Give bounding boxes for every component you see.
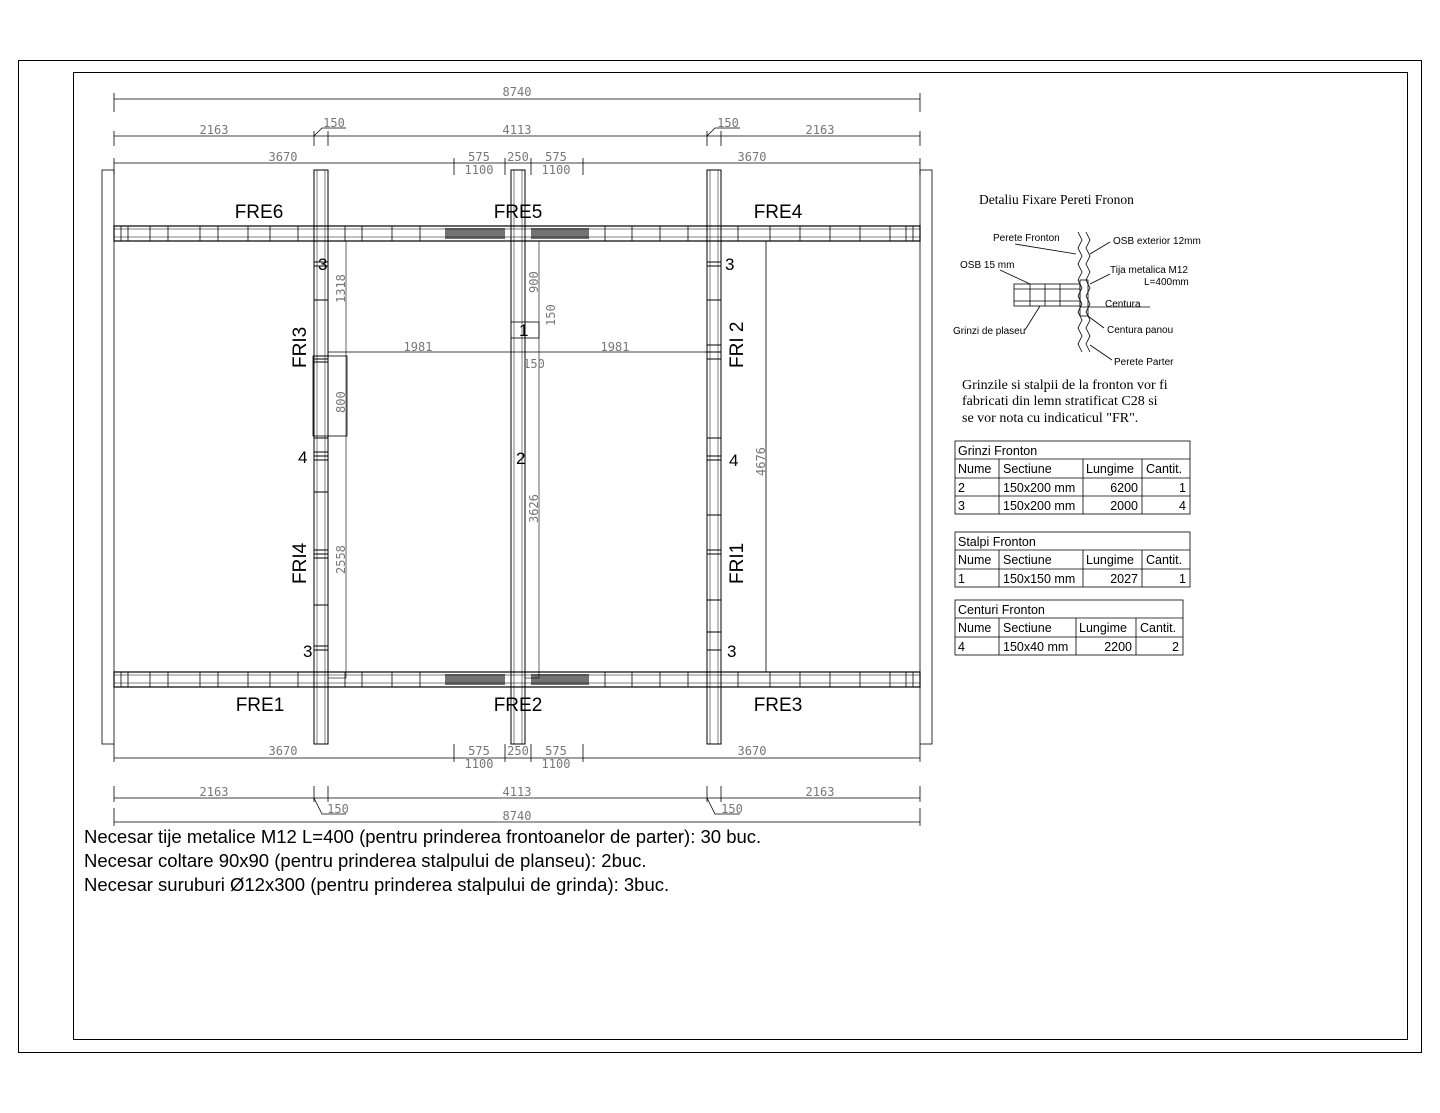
dim-2558: 2558 (334, 545, 348, 574)
mark-right-top: 3 (725, 255, 735, 274)
dim-150-top-right: 150 (717, 116, 739, 130)
detail-note-line-1: Grinzile si stalpii de la fronton vor fi (962, 378, 1168, 393)
table-header: Sectiune (1003, 462, 1052, 476)
dim-2163-top-left: 2163 (199, 123, 229, 137)
mark-left-mid: 4 (298, 448, 308, 467)
detail-title: Detaliu Fixare Pereti Fronon (979, 192, 1134, 207)
table-cell: 150x150 mm (1003, 572, 1076, 586)
dim-1981-left: 1981 (403, 340, 433, 354)
detail-note-line-2: fabricati din lemn stratificat C28 si (962, 394, 1158, 409)
label-fri4: FRI4 (290, 542, 311, 584)
table-header: Cantit. (1146, 553, 1183, 567)
dim-total-bottom: 8740 (502, 809, 532, 823)
table-centuri-fronton-text (958, 603, 1179, 654)
detail-osb-15: OSB 15 mm (960, 260, 1015, 271)
label-fre3: FRE3 (753, 695, 803, 716)
dim-800: 800 (334, 391, 348, 413)
dim-150-horizontal: 150 (523, 357, 545, 371)
table-header: Sectiune (1003, 553, 1052, 567)
detail-note-line-3: se vor nota cu indicaticul "FR". (962, 411, 1139, 426)
label-fre5: FRE5 (493, 202, 543, 223)
label-fre2: FRE2 (493, 695, 543, 716)
table-title: Stalpi Fronton (958, 535, 1036, 549)
dim-4113-top: 4113 (502, 123, 532, 137)
dim-total-top: 8740 (502, 85, 532, 99)
dim-3626: 3626 (527, 494, 541, 523)
dim-150-vertical: 150 (544, 304, 558, 326)
detail-tija-1: Tija metalica M12 (1110, 265, 1188, 276)
table-header: Nume (958, 621, 992, 635)
table-header: Lungime (1079, 621, 1127, 635)
dim-1100-bottom-left: 1100 (464, 757, 494, 771)
table-header: Lungime (1086, 553, 1134, 567)
dim-4676: 4676 (754, 447, 768, 476)
piece-marks (298, 255, 738, 661)
dim-575-bottom-left: 575 (468, 744, 490, 758)
dim-1100-top-left: 1100 (464, 163, 494, 177)
mark-right-mid: 4 (729, 451, 739, 470)
table-cell: 3 (958, 499, 965, 513)
table-cell: 1 (1179, 572, 1186, 586)
table-cell: 2027 (1110, 572, 1138, 586)
dim-1100-bottom-right: 1100 (541, 757, 571, 771)
detail-centura-panou: Centura panou (1107, 325, 1174, 336)
sheet-frame (19, 61, 1422, 1053)
table-header: Cantit. (1146, 462, 1183, 476)
dim-2163-bottom-right: 2163 (805, 785, 835, 799)
detail-centura: Centura (1105, 299, 1141, 310)
detail-osb-exterior: OSB exterior 12mm (1113, 236, 1201, 247)
table-cell: 2 (1172, 640, 1179, 654)
dim-900: 900 (527, 271, 541, 293)
dim-1318: 1318 (334, 274, 348, 303)
inner-dimensions (334, 271, 768, 574)
table-header: Sectiune (1003, 621, 1052, 635)
table-cell: 1 (1179, 481, 1186, 495)
table-stalpi-fronton-text (958, 535, 1186, 586)
dim-3670-bottom-left: 3670 (268, 744, 298, 758)
label-fri1: FRI1 (727, 542, 748, 584)
label-fre4: FRE4 (753, 202, 803, 223)
table-cell: 2000 (1110, 499, 1138, 513)
dim-250-top: 250 (507, 150, 529, 164)
dim-575-bottom-right: 575 (545, 744, 567, 758)
fixing-detail (953, 192, 1201, 426)
table-title: Grinzi Fronton (958, 444, 1038, 458)
dim-2163-top-right: 2163 (805, 123, 835, 137)
bottom-dimension-texts (200, 744, 835, 823)
table-grinzi-fronton-text (958, 444, 1186, 513)
table-cell: 6200 (1110, 481, 1138, 495)
dim-150-bottom-left: 150 (327, 802, 349, 816)
dim-250-bottom: 250 (507, 744, 529, 758)
label-fre1: FRE1 (235, 695, 285, 716)
detail-perete-parter: Perete Parter (1114, 357, 1174, 368)
table-cell: 2200 (1104, 640, 1132, 654)
dim-1100-top-right: 1100 (541, 163, 571, 177)
mark-right-bot: 3 (727, 642, 737, 661)
table-cell: 1 (958, 572, 965, 586)
detail-tija-2: L=400mm (1144, 277, 1189, 288)
table-cell: 150x40 mm (1003, 640, 1069, 654)
table-cell: 2 (958, 481, 965, 495)
mark-left-bot: 3 (303, 642, 313, 661)
dim-1981-right: 1981 (600, 340, 630, 354)
table-cell: 150x200 mm (1003, 481, 1076, 495)
note-line-1: Necesar tije metalice M12 L=400 (pentru prinderea frontoanelor de parter): 30 buc. (84, 826, 762, 847)
table-title: Centuri Fronton (958, 603, 1045, 617)
table-cell: 4 (958, 640, 965, 654)
table-cell: 4 (1179, 499, 1186, 513)
dim-150-top-left: 150 (323, 116, 345, 130)
dim-2163-bottom-left: 2163 (199, 785, 229, 799)
dim-3670-top-left: 3670 (268, 150, 298, 164)
dim-575-top-left: 575 (468, 150, 490, 164)
mark-center-mid: 2 (516, 449, 526, 468)
dim-3670-top-right: 3670 (737, 150, 767, 164)
table-header: Nume (958, 462, 992, 476)
label-fri2: FRI 2 (727, 321, 748, 368)
table-header: Lungime (1086, 462, 1134, 476)
detail-perete-fronton: Perete Fronton (993, 233, 1060, 244)
note-line-3: Necesar suruburi Ø12x300 (pentru prinderea stalpului de grinda): 3buc. (84, 874, 670, 895)
table-header: Nume (958, 553, 992, 567)
dim-4113-bottom: 4113 (502, 785, 532, 799)
dim-575-top-right: 575 (545, 150, 567, 164)
table-cell: 150x200 mm (1003, 499, 1076, 513)
dim-3670-bottom-right: 3670 (737, 744, 767, 758)
detail-grinzi-plaseu: Grinzi de plaseu (953, 326, 1026, 337)
dim-150-bottom-right: 150 (721, 802, 743, 816)
mark-left-top: 3 (318, 255, 328, 274)
label-fre6: FRE6 (234, 202, 284, 223)
table-header: Cantit. (1140, 621, 1177, 635)
label-fri3: FRI3 (290, 326, 311, 368)
note-line-2: Necesar coltare 90x90 (pentru prinderea stalpului de planseu): 2buc. (84, 850, 647, 871)
mark-center-top: 1 (519, 321, 529, 340)
